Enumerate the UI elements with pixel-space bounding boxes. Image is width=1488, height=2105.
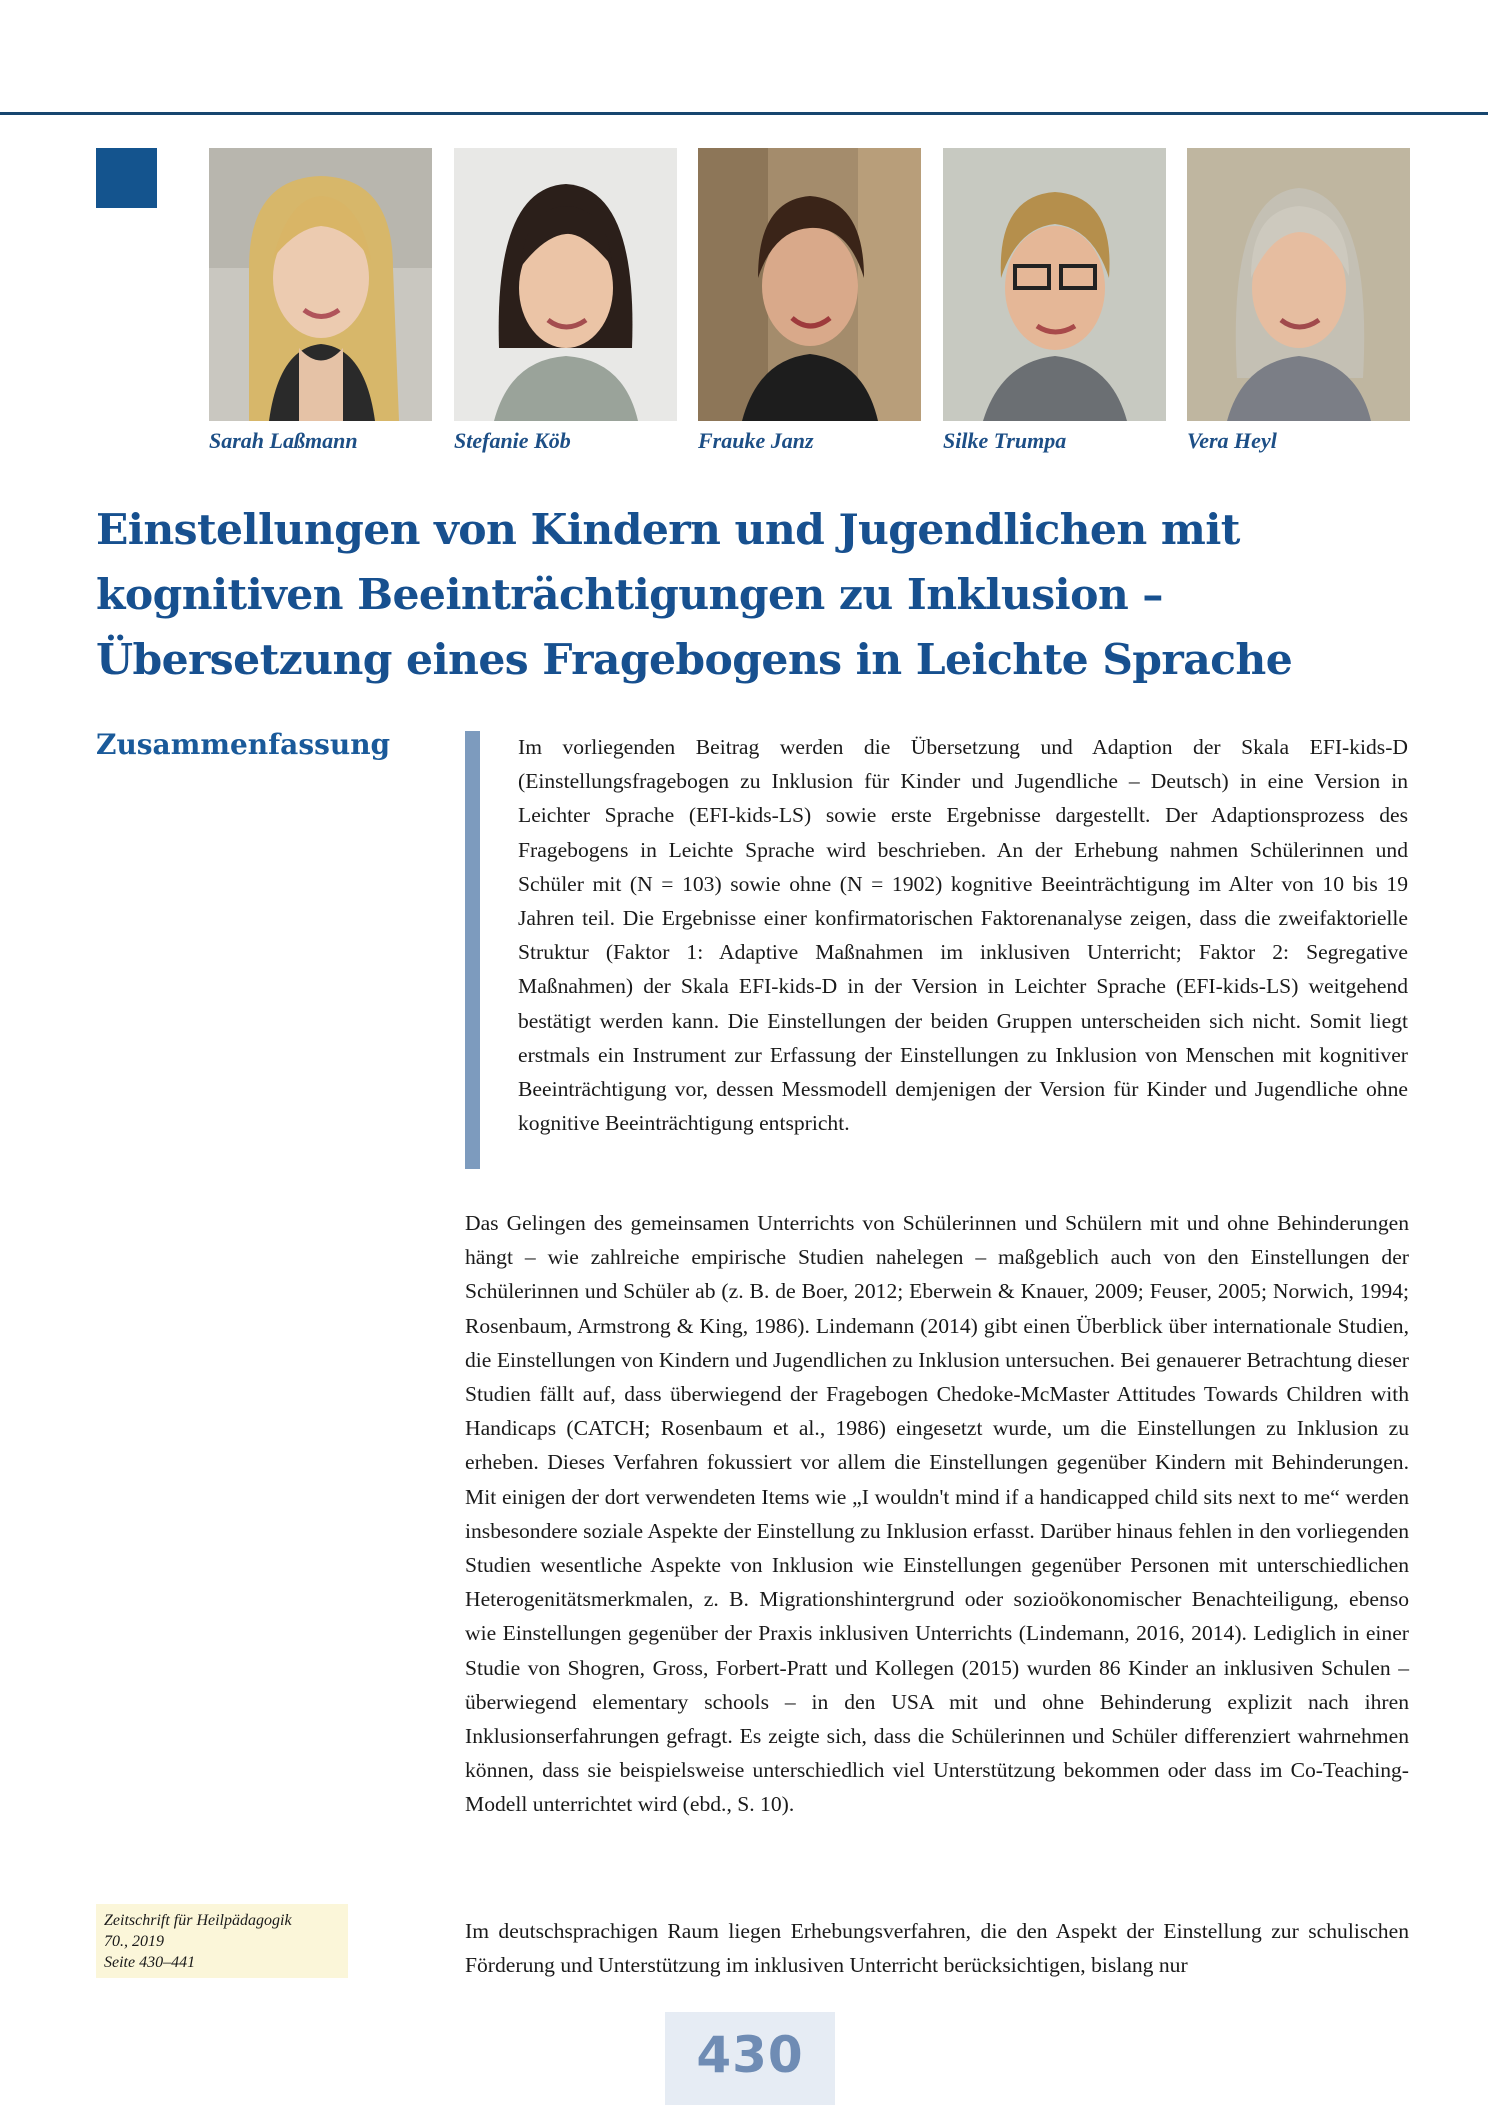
- journal-pages: Seite 430–441: [104, 1954, 196, 1971]
- portrait-photo-icon: [943, 148, 1166, 421]
- author-photo-4: [943, 148, 1166, 421]
- journal-name: Zeitschrift für Heilpädagogik: [104, 1912, 292, 1929]
- portrait-photo-icon: [698, 148, 921, 421]
- header-rule: [0, 112, 1488, 115]
- author-photo-1: [209, 148, 432, 421]
- journal-citation: [96, 1904, 348, 1978]
- author-name-4: Silke Trumpa: [943, 428, 1067, 453]
- body-paragraph: Im deutschsprachigen Raum liegen Erhebungsverfahren, die den Aspekt der Einstellung zur schulischen Förderung und Unterstützung im inklusiven Unterricht berücksichtigen, bislang nur: [465, 1919, 1409, 1978]
- journal-volume: 70., 2019: [104, 1933, 164, 1950]
- author-name-3: Frauke Janz: [698, 428, 814, 453]
- author-photo-5: [1187, 148, 1410, 421]
- author-photo-2: [454, 148, 677, 421]
- title-line: kognitiven Beeinträchtigungen zu Inklusion –: [96, 570, 1163, 620]
- portrait-photo-icon: [209, 148, 432, 421]
- author-name-5: Vera Heyl: [1187, 428, 1277, 453]
- portrait-photo-icon: [454, 148, 677, 421]
- body-paragraph: Das Gelingen des gemeinsamen Unterrichts von Schülerinnen und Schülern mit und ohne Behinderungen hängt – wie zahlreiche empirische Studien nahelegen – maßgeblich auch von den Einstellungen der Schülerinnen und Schüler ab (z. B. de Boer, 2012; Eberwein & Knauer, 2009; Feuser, 2005; Norwich, 1994; Rosenbaum, Armstrong & King, 1986). Lindemann (2014) gibt einen Überblick über internationale Studien, die Einstellungen von Kindern und Jugendlichen zu Inklusion untersuchen. Bei genauerer Betrachtung dieser Studien fällt auf, dass überwiegend der Fragebogen Chedoke-McMaster Attitudes Towards Children with Handicaps (CATCH; Rosenbaum et al., 1986) eingesetzt wurde, um die Einstellungen zu Inklusion zu erheben. Dieses Verfahren fokussiert vor allem die Einstellungen gegenüber Kindern mit Behinderungen. Mit einigen der dort verwendeten Items wie „I wouldn't mind if a handicapped child sits next to me“ werden insbesondere soziale Aspekte der Einstellung zu Inklusion erfasst. Darüber hinaus fehlen in den vorliegenden Studien wesentliche Aspekte von Inklusion wie Einstellungen gegenüber Personen mit unterschiedlichen Heterogenitätsmerkmalen, z. B. Migrationshintergrund oder sozioökonomischer Benachteiligung, ebenso wie Einstellungen gegenüber der Praxis inklusiven Unterrichts (Lindemann, 2016, 2014). Lediglich in einer Studie von Shogren, Gross, Forbert-Pratt und Kollegen (2015) wurden 86 Kinder an inklusiven Schulen – überwiegend elementary schools – in den USA mit und ohne Behinderung explizit nach ihren Inklusionserfahrungen gefragt. Es zeigte sich, dass die Schülerinnen und Schüler differenziert wahrnehmen können, dass sie beispielsweise unterschiedlich viel Unterstützung bekommen oder dass im Co-Teaching-Modell unterrichtet wird (ebd., S. 10).: [465, 1211, 1409, 1817]
- summary-heading: Zusammenfassung: [96, 728, 391, 761]
- title-line: Einstellungen von Kindern und Jugendlichen mit: [96, 505, 1240, 555]
- section-marker: [96, 148, 157, 208]
- title-line: Übersetzung eines Fragebogens in Leichte Sprache: [96, 635, 1293, 685]
- page-number-box: [665, 2012, 835, 2105]
- author-name-2: Stefanie Köb: [454, 428, 571, 453]
- portrait-photo-icon: [1187, 148, 1410, 421]
- author-photo-3: [698, 148, 921, 421]
- abstract-bar: [465, 731, 480, 1169]
- abstract-text: Im vorliegenden Beitrag werden die Übersetzung und Adaption der Skala EFI-kids-D (Einstellungsfragebogen zu Inklusion für Kinder und Jugendliche – Deutsch) in eine Version in Leichter Sprache (EFI-kids-LS) sowie erste Ergebnisse dargestellt. Der Adaptionsprozess des Fragebogens in Leichte Sprache wird beschrieben. An der Erhebung nahmen Schülerinnen und Schüler mit (N = 103) sowie ohne (N = 1902) kognitive Beeinträchtigung im Alter von 10 bis 19 Jahren teil. Die Ergebnisse einer konfirmatorischen Faktorenanalyse zeigen, dass die zweifaktorielle Struktur (Faktor 1: Adaptive Maßnahmen im inklusiven Unterricht; Faktor 2: Segregative Maßnahmen) der Skala EFI-kids-D in der Version in Leichter Sprache (EFI-kids-LS) weitgehend bestätigt werden kann. Die Einstellungen der beiden Gruppen unterscheiden sich nicht. Somit liegt erstmals ein Instrument zur Erfassung der Einstellungen zu Inklusion von Menschen mit kognitiver Beeinträchtigung vor, dessen Messmodell demjenigen der Version für Kinder und Jugendliche ohne kognitive Beeinträchtigung entspricht.: [518, 735, 1408, 1136]
- page-number: 430: [696, 2026, 804, 2084]
- article-title: [96, 498, 1416, 693]
- author-name-1: Sarah Laßmann: [209, 428, 358, 453]
